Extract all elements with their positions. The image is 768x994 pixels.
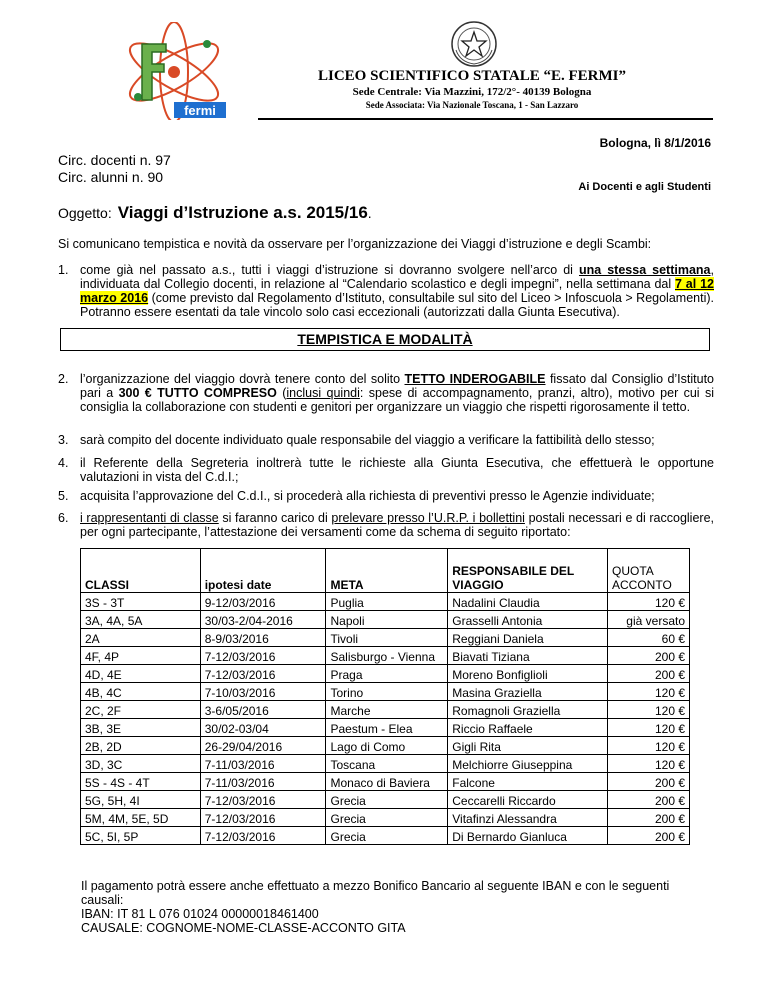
- header-date: ipotesi date: [200, 549, 326, 593]
- document-date: Bologna, lì 8/1/2016: [599, 136, 711, 150]
- header-classi: CLASSI: [81, 549, 201, 593]
- republic-emblem-icon: [450, 20, 498, 68]
- table-cell: 200 €: [608, 773, 690, 791]
- table-row: [81, 737, 690, 755]
- table-cell: Napoli: [326, 611, 448, 629]
- table-cell: Grecia: [326, 809, 448, 827]
- table-cell: 5S - 4S - 4T: [81, 773, 201, 791]
- recipients: Ai Docenti e agli Studenti: [578, 181, 711, 193]
- table-cell: Grecia: [326, 827, 448, 845]
- table-cell: 3A, 4A, 5A: [81, 611, 201, 629]
- table-cell: 7-10/03/2016: [200, 683, 326, 701]
- table-cell: 200 €: [608, 791, 690, 809]
- subject-end: .: [367, 205, 372, 221]
- school-sede-centrale: Sede Centrale: Via Mazzini, 172/2°- 40139 Bologna: [352, 86, 592, 98]
- table-cell: 4D, 4E: [81, 665, 201, 683]
- circ-docenti: Circ. docenti n. 97: [58, 152, 171, 168]
- school-sede-associata: Sede Associata: Via Nazionale Toscana, 1 - San Lazzaro: [365, 100, 579, 110]
- table-cell: 7-12/03/2016: [200, 647, 326, 665]
- table-cell: Salisburgo - Vienna: [326, 647, 448, 665]
- circ-alunni: Circ. alunni n. 90: [58, 169, 164, 185]
- list-number: 1.: [58, 263, 69, 277]
- table-cell: 2C, 2F: [81, 701, 201, 719]
- table-cell: 200 €: [608, 809, 690, 827]
- header-divider: [258, 118, 713, 120]
- table-cell: Riccio Raffaele: [448, 719, 608, 737]
- table-cell: già versato: [608, 611, 690, 629]
- table-cell: 9-12/03/2016: [200, 593, 326, 611]
- table-cell: Romagnoli Graziella: [448, 701, 608, 719]
- table-cell: Praga: [326, 665, 448, 683]
- table-cell: Grasselli Antonia: [448, 611, 608, 629]
- table-cell: 4F, 4P: [81, 647, 201, 665]
- table-cell: Toscana: [326, 755, 448, 773]
- table-cell: Gigli Rita: [448, 737, 608, 755]
- list-item-2: 2. l’organizzazione del viaggio dovrà tenere conto del solito TETTO INDEROGABILE fissato dal Consiglio d’Istituto pari a 300 € TUTTO COMPRESO (inclusi quindi: spese di accompagnamento, pranzi, altro), motivo per cui si consiglia la collaborazione con studenti e genitori per organizzare un viaggio che rispetti rigorosamente il tetto.: [58, 372, 714, 414]
- table-cell: 120 €: [608, 593, 690, 611]
- table-cell: 200 €: [608, 827, 690, 845]
- payment-info: [81, 879, 715, 935]
- list-item-4: 4. il Referente della Segreteria inoltrerà tutte le richieste alla Giunta Esecutiva, che effettuerà le opportune valutazioni in vista del C.d.I.;: [58, 456, 714, 484]
- header-meta: META: [326, 549, 448, 593]
- highlight-dates: 7 al 12 marzo 2016: [80, 277, 714, 305]
- table-cell: Vitafinzi Alessandra: [448, 809, 608, 827]
- table-row: [81, 701, 690, 719]
- table-row: [81, 755, 690, 773]
- table-cell: Ceccarelli Riccardo: [448, 791, 608, 809]
- subject-label: Oggetto:: [58, 205, 112, 221]
- table-cell: 120 €: [608, 737, 690, 755]
- subject-line: [58, 203, 372, 223]
- table-cell: Tivoli: [326, 629, 448, 647]
- school-name: LICEO SCIENTIFICO STATALE “E. FERMI”: [318, 68, 626, 84]
- table-cell: Di Bernardo Gianluca: [448, 827, 608, 845]
- list-item-1: 1. come già nel passato a.s., tutti i viaggi d’istruzione si dovranno svolgere nell’arco di una stessa settimana, individuata dal Collegio docenti, in relazione al “Calendario scolastico e degli impegni”, nella settimana dal 7 al 12 marzo 2016 (come previsto dal Regolamento d’Istituto, consultabile sul sito del Liceo > Infoscuola > Regolamenti). Potranno essere esentati da tale vincolo solo casi eccezionali (autorizzati dalla Giunta Esecutiva).: [58, 263, 714, 319]
- list-item-6: 6. i rappresentanti di classe si faranno carico di prelevare presso l’U.R.P. i bollettini postali necessari e di raccogliere, per ogni partecipante, l’attestazione dei versamenti come da schema di seguito riportato:: [58, 511, 715, 539]
- header-responsabile: RESPONSABILE DEL VIAGGIO: [448, 549, 608, 593]
- table-cell: Torino: [326, 683, 448, 701]
- table-row: [81, 809, 690, 827]
- school-logo: [112, 22, 232, 120]
- table-cell: 200 €: [608, 647, 690, 665]
- header-quota: QUOTA ACCONTO: [608, 549, 690, 593]
- table-cell: Reggiani Daniela: [448, 629, 608, 647]
- table-cell: 3D, 3C: [81, 755, 201, 773]
- table-cell: 3S - 3T: [81, 593, 201, 611]
- table-cell: Monaco di Baviera: [326, 773, 448, 791]
- table-row: [81, 773, 690, 791]
- table-row: [81, 827, 690, 845]
- table-cell: 26-29/04/2016: [200, 737, 326, 755]
- table-cell: 8-9/03/2016: [200, 629, 326, 647]
- list-item-5: 5. acquisita l’approvazione del C.d.I., si procederà alla richiesta di preventivi presso le Agenzie individuate;: [58, 489, 655, 503]
- list-item-3: 3. sarà compito del docente individuato quale responsabile del viaggio a verificare la fattibilità dello stesso;: [58, 433, 655, 447]
- logo-wordmark: fermi: [184, 103, 216, 118]
- table-cell: 120 €: [608, 755, 690, 773]
- table-row: [81, 719, 690, 737]
- table-cell: 5C, 5I, 5P: [81, 827, 201, 845]
- trips-table: [80, 548, 690, 845]
- table-cell: 7-11/03/2016: [200, 773, 326, 791]
- payment-iban: IBAN: IT 81 L 076 01024 00000018461400: [81, 907, 319, 921]
- table-cell: 120 €: [608, 701, 690, 719]
- table-cell: 2B, 2D: [81, 737, 201, 755]
- table-row: [81, 791, 690, 809]
- table-cell: 200 €: [608, 665, 690, 683]
- table-cell: 3-6/05/2016: [200, 701, 326, 719]
- table-cell: Moreno Bonfiglioli: [448, 665, 608, 683]
- table-cell: 7-12/03/2016: [200, 827, 326, 845]
- table-row: [81, 665, 690, 683]
- table-cell: 7-11/03/2016: [200, 755, 326, 773]
- payment-text: Il pagamento potrà essere anche effettuato a mezzo Bonifico Bancario al seguente IBAN e con le seguenti causali:: [81, 879, 670, 907]
- table-cell: 60 €: [608, 629, 690, 647]
- table-cell: Lago di Como: [326, 737, 448, 755]
- emphasis-same-week: una stessa settimana: [578, 263, 711, 277]
- table-cell: Nadalini Claudia: [448, 593, 608, 611]
- table-cell: 2A: [81, 629, 201, 647]
- subject-title: Viaggi d’Istruzione a.s. 2015/16: [117, 203, 368, 222]
- table-cell: 5G, 5H, 4I: [81, 791, 201, 809]
- table-cell: 3B, 3E: [81, 719, 201, 737]
- intro-text: Si comunicano tempistica e novità da osservare per l’organizzazione dei Viaggi d’istruzione e degli Scambi:: [58, 237, 652, 251]
- table-cell: Marche: [326, 701, 448, 719]
- payment-causale: CAUSALE: COGNOME-NOME-CLASSE-ACCONTO GITA: [81, 921, 406, 935]
- table-cell: Masina Graziella: [448, 683, 608, 701]
- table-cell: 120 €: [608, 719, 690, 737]
- table-cell: 30/02-03/04: [200, 719, 326, 737]
- table-cell: 4B, 4C: [81, 683, 201, 701]
- table-cell: Paestum - Elea: [326, 719, 448, 737]
- table-cell: Biavati Tiziana: [448, 647, 608, 665]
- table-cell: 7-12/03/2016: [200, 665, 326, 683]
- table-cell: 7-12/03/2016: [200, 809, 326, 827]
- table-cell: Grecia: [326, 791, 448, 809]
- table-cell: 7-12/03/2016: [200, 791, 326, 809]
- table-row: [81, 683, 690, 701]
- table-cell: 5M, 4M, 5E, 5D: [81, 809, 201, 827]
- table-row: [81, 629, 690, 647]
- table-cell: Falcone: [448, 773, 608, 791]
- table-cell: 30/03-2/04-2016: [200, 611, 326, 629]
- table-cell: Melchiorre Giuseppina: [448, 755, 608, 773]
- table-row: [81, 611, 690, 629]
- section-heading: TEMPISTICA E MODALITÀ: [60, 328, 710, 351]
- table-row: [81, 647, 690, 665]
- table-cell: Puglia: [326, 593, 448, 611]
- table-cell: 120 €: [608, 683, 690, 701]
- table-row: [81, 593, 690, 611]
